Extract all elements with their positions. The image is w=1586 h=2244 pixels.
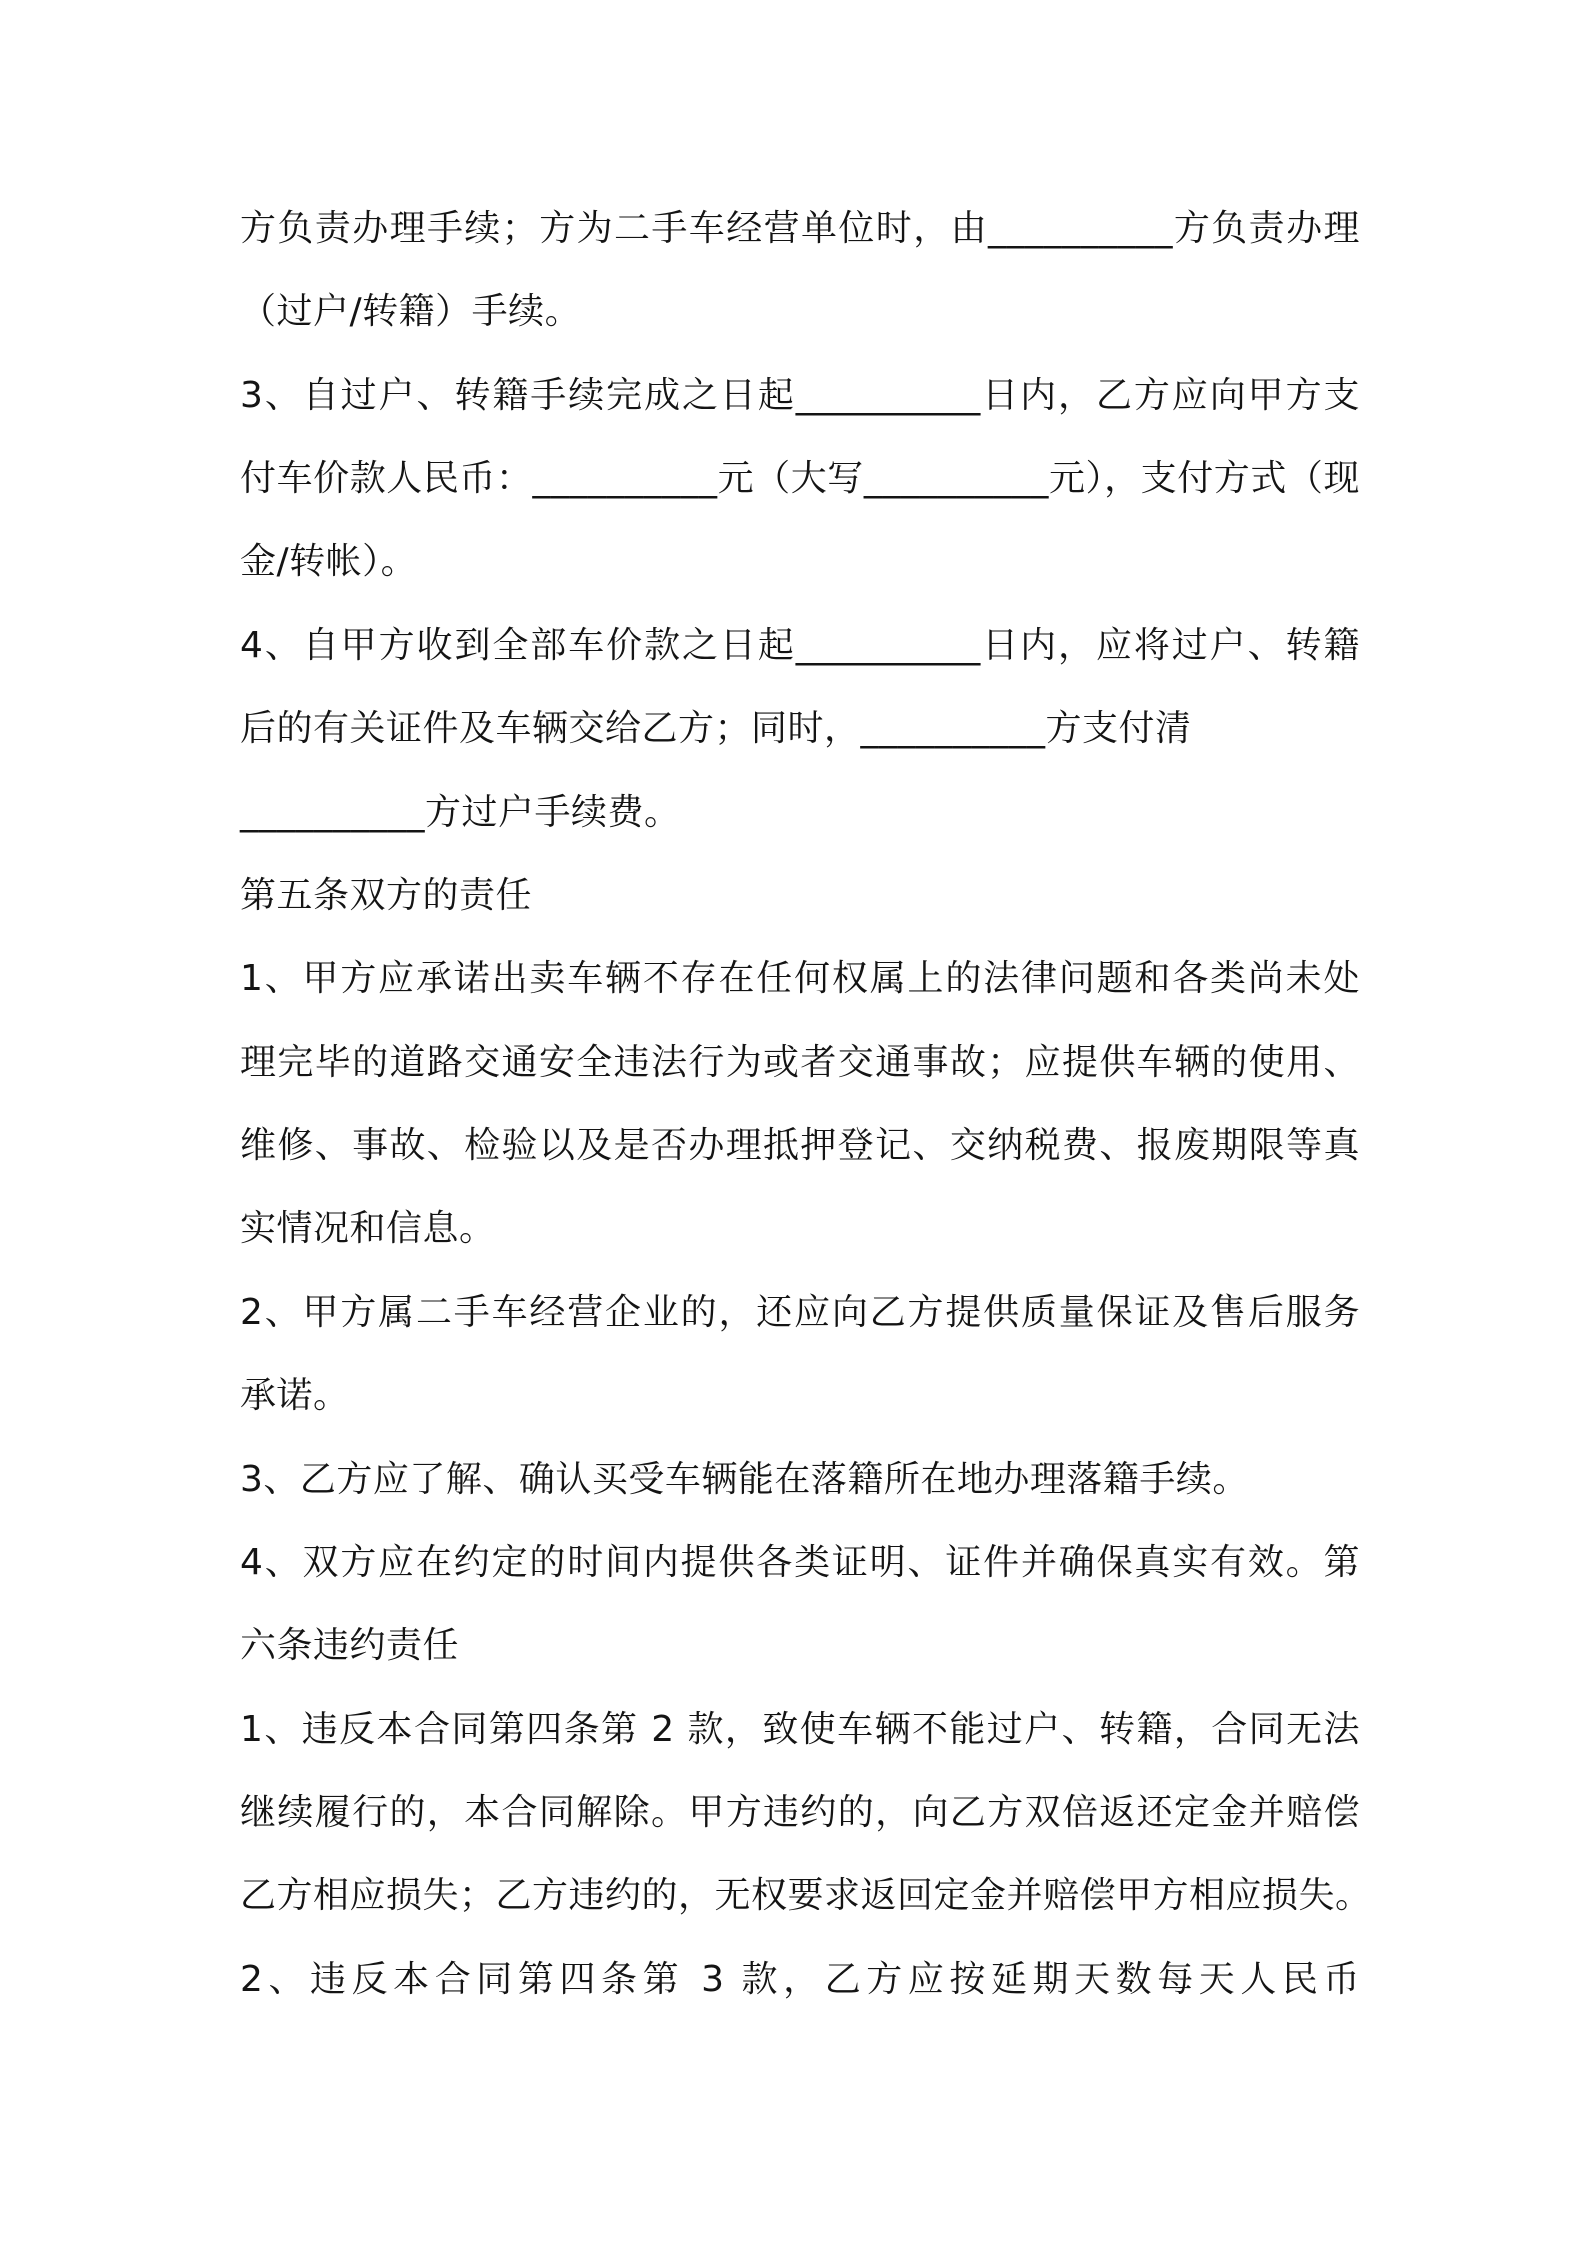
text-line: 1、违反本合同第四条第 2 款，致使车辆不能过户、转籍，合同无法 — [240, 1709, 1360, 1750]
text-line: 乙方相应损失；乙方违约的，无权要求返回定金并赔偿甲方相应损失。 — [240, 1875, 1372, 1916]
text-line: 方负责办理手续；方为二手车经营单位时，由__________方负责办理 — [240, 208, 1360, 249]
text-line: 理完毕的道路交通安全违法行为或者交通事故；应提供车辆的使用、 — [240, 1042, 1360, 1083]
text-line: 维修、事故、检验以及是否办理抵押登记、交纳税费、报废期限等真 — [240, 1125, 1360, 1166]
text-line: __________方过户手续费。 — [240, 792, 681, 833]
section-heading: 六条违约责任 — [240, 1625, 460, 1666]
text-line: 2、违反本合同第四条第 3 款，乙方应按延期天数每天人民币 — [240, 1959, 1360, 2000]
text-line: 3、自过户、转籍手续完成之日起__________日内，乙方应向甲方支 — [240, 375, 1360, 416]
text-line: 继续履行的，本合同解除。甲方违约的，向乙方双倍返还定金并赔偿 — [240, 1792, 1360, 1833]
section-heading: 第五条双方的责任 — [240, 875, 533, 916]
text-line: 后的有关证件及车辆交给乙方；同时，__________方支付清 — [240, 708, 1192, 749]
text-line: （过户/转籍）手续。 — [240, 291, 582, 332]
text-line: 3、乙方应了解、确认买受车辆能在落籍所在地办理落籍手续。 — [240, 1459, 1249, 1500]
text-line: 金/转帐）。 — [240, 541, 418, 582]
text-line: 4、双方应在约定的时间内提供各类证明、证件并确保真实有效。第 — [240, 1542, 1360, 1583]
text-line: 承诺。 — [240, 1375, 350, 1416]
text-line: 付车价款人民币：__________元（大写__________元），支付方式（现 — [240, 458, 1360, 499]
text-line: 1、甲方应承诺出卖车辆不存在任何权属上的法律问题和各类尚未处 — [240, 958, 1360, 999]
text-line: 实情况和信息。 — [240, 1208, 496, 1249]
text-line: 2、甲方属二手车经营企业的，还应向乙方提供质量保证及售后服务 — [240, 1292, 1360, 1333]
text-line: 4、自甲方收到全部车价款之日起__________日内，应将过户、转籍 — [240, 625, 1360, 666]
